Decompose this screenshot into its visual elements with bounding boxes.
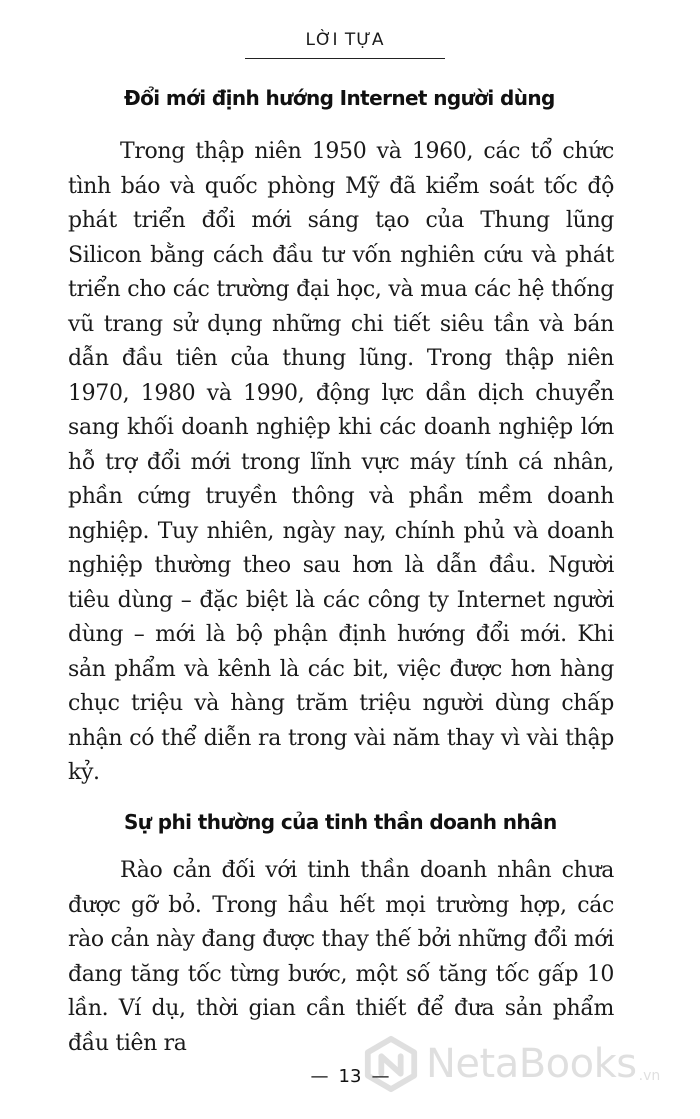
section-heading-2: Sự phi thường của tinh thần doanh nhân [124,810,557,834]
running-header: LỜI TỰA [305,30,385,50]
section-heading-1: Đổi mới định hướng Internet người dùng [124,86,555,110]
header-rule [245,58,445,59]
page-number [0,1066,700,1087]
watermark-suffix: .vn [638,1068,661,1084]
section-paragraph-1 [68,135,614,791]
page-number-value: 13 [338,1066,362,1087]
paragraph-text: Trong thập niên 1950 và 1960, các tổ chức tình báo và quốc phòng Mỹ đã kiểm soát tốc độ phát triển đổi mới sáng tạo của Thung lũng Silicon bằng cách đầu tư vốn nghiên cứu và phát triển cho các trường đại học, và mua các hệ thống vũ trang sử dụng những chi tiết siêu tần và bán dẫn đầu tiên của thung lũng. Trong thập niên 1970, 1980 và 1990, động lực dần dịch chuyển sang khối doanh nghiệp khi các doanh nghiệp lớn hỗ trợ đổi mới trong lĩnh vực máy tính cá nhân, phần cứng truyền thông và phần mềm doanh nghiệp. Tuy nhiên, ngày nay, chính phủ và doanh nghiệp thường theo sau hơn là dẫn đầu. Người tiêu dùng – đặc biệt là các công ty Internet người dùng – mới là bộ phận định hướng đổi mới. Khi sản phẩm và kênh là các bit, việc được hơn hàng chục triệu và hàng trăm triệu người dùng chấp nhận có thể diễn ra trong vài năm thay vì vài thập kỷ. [68,139,614,785]
paragraph-text: Rào cản đối với tinh thần doanh nhân chưa được gỡ bỏ. Trong hầu hết mọi trường hợp, các rào cản này đang được thay thế bởi những đổi mới đang tăng tốc từng bước, một số tăng tốc gấp 10 lần. Ví dụ, thời gian cần thiết để đưa sản phẩm đầu tiên ra [68,858,614,1056]
folio-dash-right: — [371,1066,390,1087]
section-paragraph-2 [68,854,614,1061]
folio-dash-left: — [310,1066,329,1087]
watermark-brand: NetaBooks [426,1041,637,1087]
